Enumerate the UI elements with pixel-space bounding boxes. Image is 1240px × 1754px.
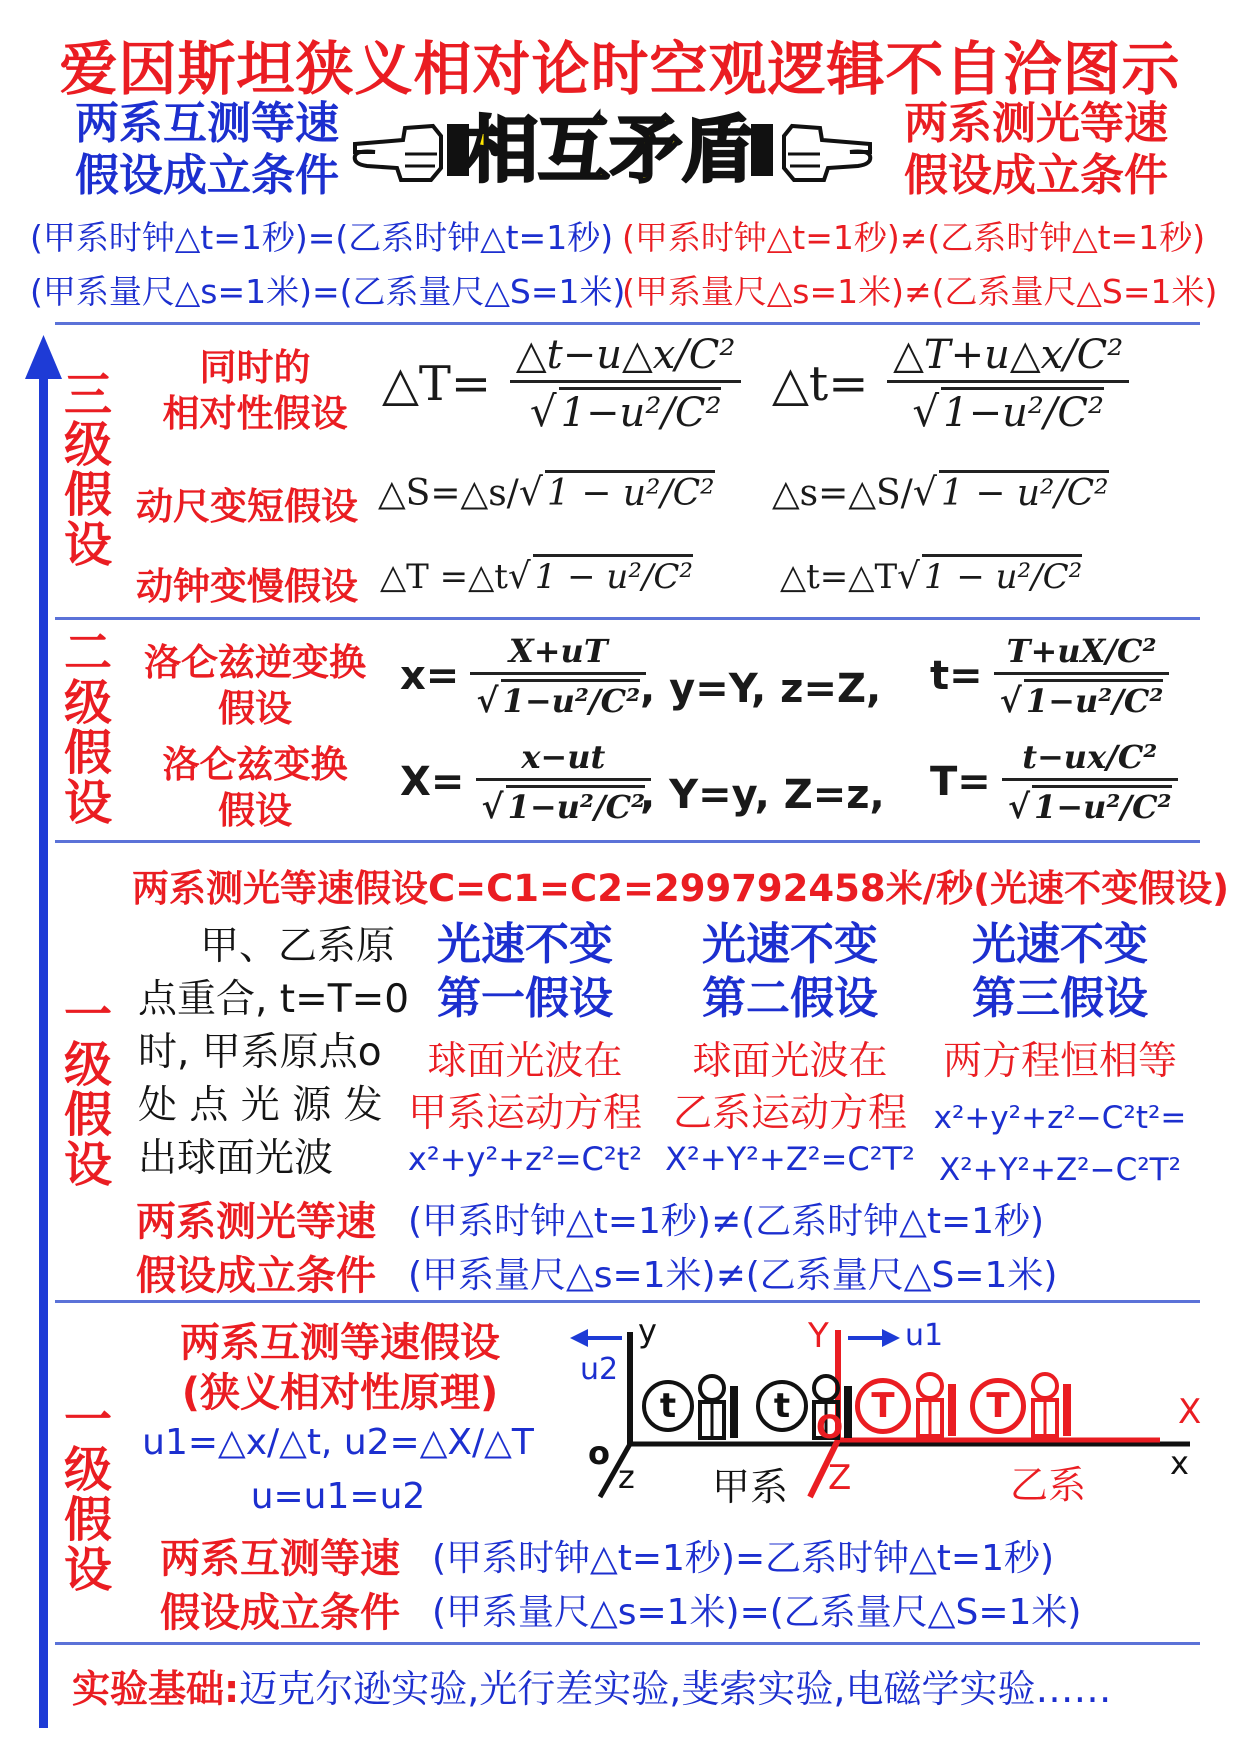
rod-eq1-rad: 1 − u²/C² (545, 470, 715, 514)
page-title: 爱因斯坦狭义相对论时空观逻辑不自洽图示 (59, 35, 1181, 103)
header-left-line2: 假设成立条件 (75, 150, 339, 201)
inverse-t-frac (994, 632, 1170, 720)
jia-ruler-figure-icon (692, 1372, 742, 1442)
yi-frame-label: 乙系 (1010, 1463, 1087, 1507)
light-cond-label (136, 1195, 376, 1303)
sqrt-icon: √ (507, 556, 531, 597)
rod-eq2-rad: 1 − u²/C² (939, 470, 1109, 514)
inverse-x-lhs: x= (400, 653, 460, 699)
divider-level1a (55, 1642, 1200, 1645)
experiment-basis-label: 实验基础: (72, 1667, 240, 1711)
jia-clock-icon (642, 1380, 694, 1432)
yi-ruler-figure-icon (910, 1370, 964, 1440)
simultaneity-eq1-lhs: △T= (382, 356, 492, 412)
level1a-label (60, 1392, 116, 1598)
divider-level3 (55, 617, 1200, 620)
simultaneity-eq2-lhs: △t= (772, 356, 869, 412)
level1b-label (60, 987, 116, 1193)
lorentz-x-lhs: X= (400, 759, 465, 805)
relativity-cond-label-line1: 两系互测等速 (160, 1536, 400, 1582)
level2-label-char: 二 (63, 625, 112, 681)
col3-equation-line2: X²+Y²+Z²−C²T² (938, 1152, 1182, 1188)
level1a-label-char: 级 (63, 1442, 112, 1498)
jia-clock-label: t (659, 1386, 677, 1426)
light-cond-values (408, 1195, 1057, 1303)
pointing-hand-right-icon (780, 110, 880, 188)
level2-label-char: 假 (63, 725, 112, 781)
light-speed-col1 (395, 918, 655, 1026)
lorentz-x-num: x−ut (521, 738, 606, 776)
relativity-cond-label-line2: 假设成立条件 (160, 1590, 400, 1636)
header-left-line1: 两系互测等速 (75, 98, 339, 149)
level1a-label-char: 一 (63, 1392, 112, 1448)
simultaneity-eq1-frac (510, 332, 742, 436)
simultaneity-eq2-den: 1−u²/C² (941, 387, 1104, 436)
equal-velocity-equation: u=u1=u2 (250, 1476, 426, 1517)
level1b-label-char: 设 (63, 1137, 112, 1193)
yi-clock-icon (970, 1378, 1026, 1434)
col3-desc: 两方程恒相等 (942, 1039, 1177, 1084)
col3-equation (925, 1092, 1195, 1196)
origin-desc-line: 出球面光波 (138, 1136, 334, 1181)
jia-clock-icon (756, 1380, 808, 1432)
clock-eq2-rad: 1 − u²/C² (922, 554, 1082, 597)
yi-x-axis-label: X (1178, 1392, 1202, 1432)
simultaneity-eq2-frac (887, 332, 1129, 436)
sqrt-icon: √ (912, 470, 937, 514)
velocity-equation: u1=△x/△t, u2=△X/△T (142, 1422, 534, 1463)
sqrt-icon: √ (529, 387, 557, 436)
col3-title2: 第三假设 (972, 973, 1148, 1024)
header-left-cond2: (甲系量尺△s=1米)=(乙系量尺△S=1米) (30, 272, 626, 311)
contradiction-text: 相互矛盾 (465, 107, 754, 192)
yi-clock-label: T (871, 1386, 895, 1426)
hierarchy-arrow-icon (24, 335, 64, 1730)
sqrt-icon: √ (481, 786, 504, 826)
light-cond-label-line1: 两系测光等速 (136, 1199, 376, 1245)
simultaneity-eq1-den: 1−u²/C² (559, 387, 722, 436)
level3-label-char: 级 (63, 417, 112, 473)
yi-ruler-figure-icon (1025, 1370, 1079, 1440)
origin-desc-line: 甲、乙系原 (200, 924, 396, 969)
col2-title2: 第二假设 (702, 973, 878, 1024)
origin-desc-line: 点重合, t=T=0 (138, 977, 410, 1022)
inverse-lorentz-x-eq (400, 632, 646, 720)
col1-title2: 第一假设 (437, 973, 613, 1024)
inverse-lorentz-label-line2: 假设 (218, 687, 292, 730)
inverse-t-num: T+uX/C² (1006, 632, 1157, 670)
clock-eq1-rad: 1 − u²/C² (533, 554, 693, 597)
rod-eq2-lhs: △s=△S/ (772, 473, 913, 514)
col1-desc-line1: 球面光波在 (427, 1039, 623, 1084)
light-cond-value1: (甲系时钟△t=1秒)≠(乙系时钟△t=1秒) (408, 1201, 1045, 1242)
col1-desc-line2: 甲系运动方程 (407, 1091, 642, 1136)
header-right-line2: 假设成立条件 (904, 150, 1168, 201)
inverse-t-lhs: t= (930, 653, 983, 699)
yi-origin-label: O (816, 1408, 844, 1446)
relativity-cond-label (160, 1532, 400, 1640)
header-left-title (62, 98, 352, 202)
col2-desc-line1: 球面光波在 (692, 1039, 888, 1084)
lorentz-t-frac (1002, 738, 1178, 826)
header-right-title (886, 98, 1186, 202)
level2-label-char: 级 (63, 675, 112, 731)
col2-desc-line2: 乙系运动方程 (672, 1091, 907, 1136)
sqrt-icon: √ (897, 556, 920, 597)
inverse-x-num: X+uT (508, 632, 608, 670)
inverse-x-den: 1−u²/C² (501, 679, 641, 720)
clock-eq1 (380, 554, 693, 597)
level1b-label-char: 假 (63, 1087, 112, 1143)
jia-frame-label: 甲系 (712, 1465, 789, 1509)
col1-desc (385, 1036, 665, 1140)
origin-desc-line: 时, 甲系原点o (138, 1030, 382, 1075)
level2-label-char: 设 (63, 775, 112, 831)
col3-equation-line1: x²+y²+z²−C²t²= (933, 1100, 1187, 1136)
col2-desc (650, 1036, 930, 1140)
col2-title1: 光速不变 (702, 919, 878, 970)
level1a-label-char: 假 (63, 1492, 112, 1548)
col1-equation: x²+y²+z²=C²t² (407, 1140, 643, 1178)
lorentz-t-num: t−ux/C² (1022, 738, 1158, 776)
jia-x-axis-label: x (1170, 1444, 1189, 1482)
col3-title1: 光速不变 (972, 919, 1148, 970)
clock-eq2-lhs: △t=△T (780, 557, 898, 597)
lorentz-label-line2: 假设 (218, 789, 292, 832)
relativity-cond-values (432, 1532, 1081, 1640)
light-speed-heading: 两系测光等速假设C=C1=C2=299792458米/秒(光速不变假设) (132, 867, 1229, 910)
simultaneity-eq1-num: △t−u△x/C² (515, 332, 736, 378)
lorentz-x-eq (400, 738, 651, 826)
experiment-basis (72, 1658, 1111, 1713)
simultaneity-label-line1: 同时的 (199, 346, 311, 389)
sqrt-icon: √ (912, 387, 940, 436)
experiment-basis-text: 迈克尔逊实验,光行差实验,斐索实验,电磁学实验…… (239, 1667, 1112, 1711)
lorentz-t-eq (930, 738, 1178, 826)
col1-title1: 光速不变 (437, 919, 613, 970)
level3-label-char: 设 (63, 517, 112, 573)
simultaneity-label (140, 345, 370, 437)
jia-velocity-label: u2 (580, 1352, 619, 1387)
col2-equation: X²+Y²+Z²=C²T² (665, 1140, 915, 1178)
light-cond-value2: (甲系量尺△s=1米)≠(乙系量尺△S=1米) (408, 1255, 1058, 1296)
jia-origin-label: o (588, 1434, 610, 1472)
origin-description (138, 920, 409, 1185)
sqrt-icon: √ (999, 680, 1022, 720)
level2-label (60, 625, 116, 831)
level1b-label-char: 一 (63, 987, 112, 1043)
sqrt-icon: √ (1007, 786, 1031, 826)
lorentz-t-den: 1−u²/C² (1032, 785, 1172, 826)
sqrt-icon: √ (518, 470, 543, 514)
level1a-label-char: 设 (63, 1542, 112, 1598)
inverse-x-frac (470, 632, 646, 720)
reference-frames-diagram (570, 1312, 1210, 1509)
lorentz-x-frac (476, 738, 652, 826)
header-right-cond2: (甲系量尺△s=1米)≠(乙系量尺△S=1米) (622, 272, 1218, 311)
contradiction-badge (445, 106, 775, 194)
divider-level2 (55, 840, 1200, 843)
rod-eq1-lhs: △S=△s/ (378, 473, 519, 514)
relativity-title-line1: 两系互测等速假设 (180, 1320, 500, 1366)
inverse-lorentz-label (130, 640, 380, 732)
level3-label (60, 367, 116, 573)
jia-clock-label: t (773, 1386, 791, 1426)
yi-y-axis-label: Y (808, 1316, 829, 1356)
simultaneity-eq1 (382, 332, 741, 436)
time-dilation-label: 动钟变慢假设 (136, 565, 358, 608)
header-right-cond1: (甲系时钟△t=1秒)≠(乙系时钟△t=1秒) (622, 218, 1206, 257)
divider-header (55, 322, 1200, 325)
inverse-lorentz-t-eq (930, 632, 1169, 720)
header-left-cond1: (甲系时钟△t=1秒)=(乙系时钟△t=1秒) (30, 218, 614, 257)
simultaneity-eq2 (772, 332, 1129, 436)
jia-z-axis-label: z (618, 1458, 635, 1496)
header-right-line1: 两系测光等速 (904, 98, 1168, 149)
rod-eq1 (378, 470, 715, 514)
lorentz-t-lhs: T= (930, 759, 991, 805)
light-speed-col3 (930, 918, 1190, 1026)
light-cond-label-line2: 假设成立条件 (136, 1253, 376, 1299)
rod-eq2 (772, 470, 1109, 514)
relativity-principle-title (130, 1318, 550, 1418)
simultaneity-eq2-num: △T+u△x/C² (893, 332, 1124, 378)
clock-eq2 (780, 554, 1082, 597)
lorentz-label (130, 742, 380, 834)
yi-z-axis-label: Z (828, 1458, 852, 1498)
light-speed-col2 (660, 918, 920, 1026)
level1b-label-char: 级 (63, 1037, 112, 1093)
lorentz-x-den: 1−u²/C² (506, 785, 646, 826)
relativity-cond-value2: (甲系量尺△s=1米)=(乙系量尺△S=1米) (432, 1592, 1082, 1633)
origin-desc-line: 处 点 光 源 发 (138, 1083, 383, 1128)
yi-clock-label: T (986, 1386, 1010, 1426)
clock-eq1-lhs: △T =△t (380, 557, 508, 597)
yi-clock-icon (855, 1378, 911, 1434)
rod-contraction-label: 动尺变短假设 (136, 485, 358, 528)
lorentz-yz: , Y=y, Z=z, (640, 772, 885, 818)
pointing-hand-left-icon (345, 110, 445, 188)
level3-label-char: 假 (63, 467, 112, 523)
simultaneity-label-line2: 相对性假设 (162, 392, 348, 435)
relativity-title-line2: (狭义相对性原理) (181, 1370, 499, 1416)
sqrt-icon: √ (476, 680, 499, 720)
level3-label-char: 三 (63, 367, 112, 423)
jia-y-axis-label: y (638, 1312, 657, 1350)
lorentz-label-line1: 洛仑兹变换 (162, 743, 348, 786)
yi-velocity-label: u1 (905, 1318, 944, 1353)
relativity-cond-value1: (甲系时钟△t=1秒)=乙系时钟△t=1秒) (432, 1538, 1055, 1579)
inverse-lorentz-yz: , y=Y, z=Z, (640, 666, 882, 712)
inverse-t-den: 1−u²/C² (1024, 679, 1164, 720)
inverse-lorentz-label-line1: 洛仑兹逆变换 (144, 641, 366, 684)
